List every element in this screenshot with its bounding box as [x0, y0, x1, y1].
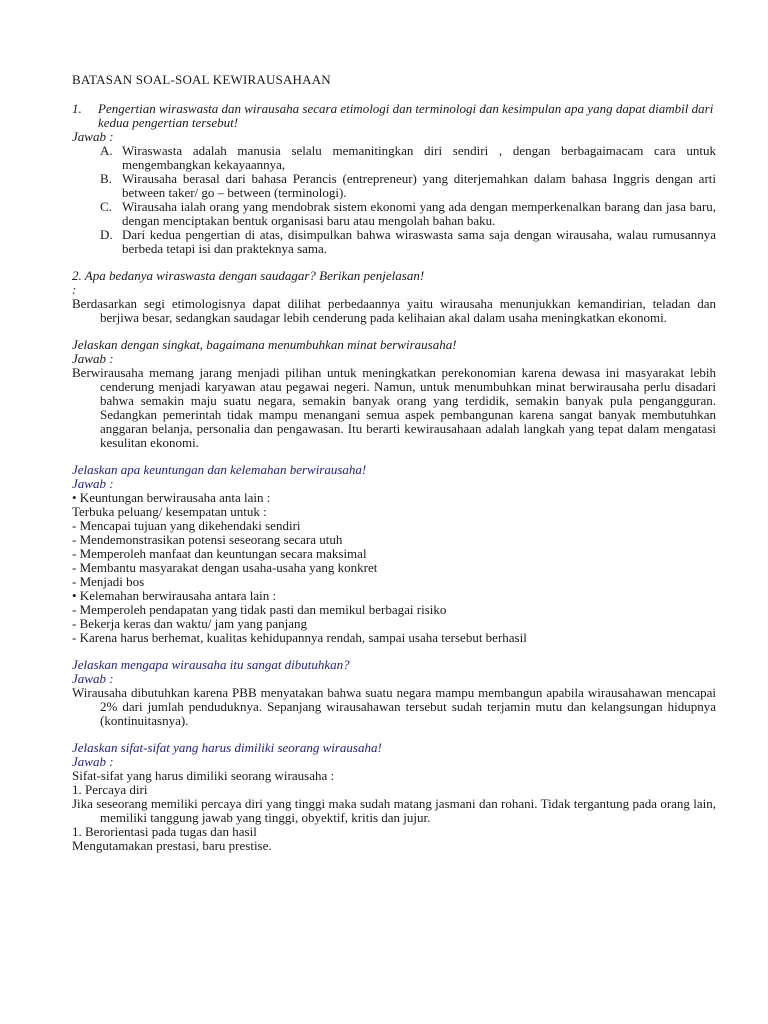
answer-6-point-1-text: Jika seseorang memiliki percaya diri yang tinggi maka sudah matang jasmani dan rohani. Tidak tergantung pada orang lain, memiliki tanggung jawab yang tinggi, obyektif, kritis dan jujur.	[72, 796, 716, 825]
answer-3-text: Berwirausaha memang jarang menjadi pilihan untuk meningkatkan perekonomian karena dewasa ini masyarakat lebih cenderung menjadi karyawan atau pegawai negeri. Namun, untuk menumbuhkan minat berwirausaha perlu disadari bahwa semakin maju suatu negara, semakin banyak orang yang terdidik, semakin banyak pula pengangguran. Sedangkan pemerintah tidak mampu menangani semua aspek pembangunan karena sangat banyak membutuhkan anggaran belanja, personalia dan pengawasan. Itu berarti kewirausahaan adalah langkah yang tepat dalam mengatasi kesulitan ekonomi.	[72, 365, 716, 450]
answer-label-4: Jawab :	[72, 476, 114, 491]
answer-label-1: Jawab :	[72, 129, 114, 144]
answer-1-item-d	[100, 228, 716, 256]
question-2: 2. Apa bedanya wiraswasta dengan saudagar? Berikan penjelasan!	[72, 268, 425, 283]
item-letter: C.	[100, 199, 112, 214]
answer-label-3: Jawab :	[72, 351, 114, 366]
answer-6-point-1: 1. Percaya diri	[72, 782, 148, 797]
answer-4-line: - Menjadi bos	[72, 574, 145, 589]
question-4: Jelaskan apa keuntungan dan kelemahan berwirausaha!	[72, 462, 367, 477]
answer-4-line: • Kelemahan berwirausaha antara lain :	[72, 588, 277, 603]
answer-1-item-a	[100, 144, 716, 172]
answer-4-line: • Keuntungan berwirausaha anta lain :	[72, 490, 271, 505]
answer-2-text: Berdasarkan segi etimologisnya dapat dilihat perbedaannya yaitu wirausaha menunjukkan kemandirian, teladan dan berjiwa besar, sedangkan saudagar lebih cenderung pada kelihaian akal dalam usaha meningkatkan ekonomi.	[72, 296, 716, 325]
answer-label-5: Jawab :	[72, 671, 114, 686]
question-5: Jelaskan mengapa wirausaha itu sangat dibutuhkan?	[72, 657, 350, 672]
answer-1-item-b	[100, 172, 716, 200]
item-letter: A.	[100, 143, 113, 158]
answer-6-intro: Sifat-sifat yang harus dimiliki seorang wirausaha :	[72, 768, 335, 783]
question-1-text: Pengertian wiraswasta dan wirausaha secara etimologi dan terminologi dan kesimpulan apa yang dapat diambil dari kedua pengertian tersebut!	[98, 101, 714, 130]
answer-4-line: - Mendemonstrasikan potensi seseorang secara utuh	[72, 532, 343, 547]
answer-6-point-2-text: Mengutamakan prestasi, baru prestise.	[72, 838, 272, 853]
answer-4-line: - Memperoleh manfaat dan keuntungan secara maksimal	[72, 546, 367, 561]
answer-4-line: - Membantu masyarakat dengan usaha-usaha yang konkret	[72, 560, 378, 575]
item-text: Wirausaha berasal dari bahasa Perancis (entrepreneur) yang diterjemahkan dalam bahasa Inggris dengan arti between taker/ go – between (terminologi).	[122, 171, 716, 200]
question-1-number: 1.	[72, 101, 82, 116]
item-letter: B.	[100, 171, 112, 186]
answer-5-text: Wirausaha dibutuhkan karena PBB menyatakan bahwa suatu negara mampu membangun apabila wirausahawan mencapai 2% dari jumlah penduduknya. Sepanjang wirausahawan tersebut sudah terjamin mutu dan kelangsungan hidupnya (kontinuitasnya).	[72, 685, 716, 728]
answer-label-6: Jawab :	[72, 754, 114, 769]
document-content	[72, 72, 716, 853]
item-text: Wirausaha ialah orang yang mendobrak sistem ekonomi yang ada dengan memperkenalkan barang dan jasa baru, dengan menciptakan bentuk organisasi baru atau mengolah bahan baku.	[122, 199, 716, 228]
question-6: Jelaskan sifat-sifat yang harus dimiliki seorang wirausaha!	[72, 740, 382, 755]
answer-label-2: :	[72, 282, 77, 297]
item-text: Wiraswasta adalah manusia selalu memanitingkan diri sendiri , dengan berbagaimacam cara untuk mengembangkan kekayaannya,	[122, 143, 716, 172]
question-1	[72, 102, 716, 130]
answer-1-item-c	[100, 200, 716, 228]
answer-4-line: - Karena harus berhemat, kualitas kehidupannya rendah, sampai usaha tersebut berhasil	[72, 630, 527, 645]
item-letter: D.	[100, 227, 113, 242]
document-title: BATASAN SOAL-SOAL KEWIRAUSAHAAN	[72, 72, 331, 87]
answer-6-point-2: 1. Berorientasi pada tugas dan hasil	[72, 824, 257, 839]
answer-4-line: - Mencapai tujuan yang dikehendaki sendiri	[72, 518, 301, 533]
answer-4-line: Terbuka peluang/ kesempatan untuk :	[72, 504, 267, 519]
question-3: Jelaskan dengan singkat, bagaimana menumbuhkan minat berwirausaha!	[72, 337, 457, 352]
answer-4-line: - Memperoleh pendapatan yang tidak pasti dan memikul berbagai risiko	[72, 602, 447, 617]
item-text: Dari kedua pengertian di atas, disimpulkan bahwa wiraswasta sama saja dengan wirausaha, walau rumusannya berbeda tetapi isi dan prakteknya sama.	[122, 227, 716, 256]
answer-4-line: - Bekerja keras dan waktu/ jam yang panjang	[72, 616, 307, 631]
